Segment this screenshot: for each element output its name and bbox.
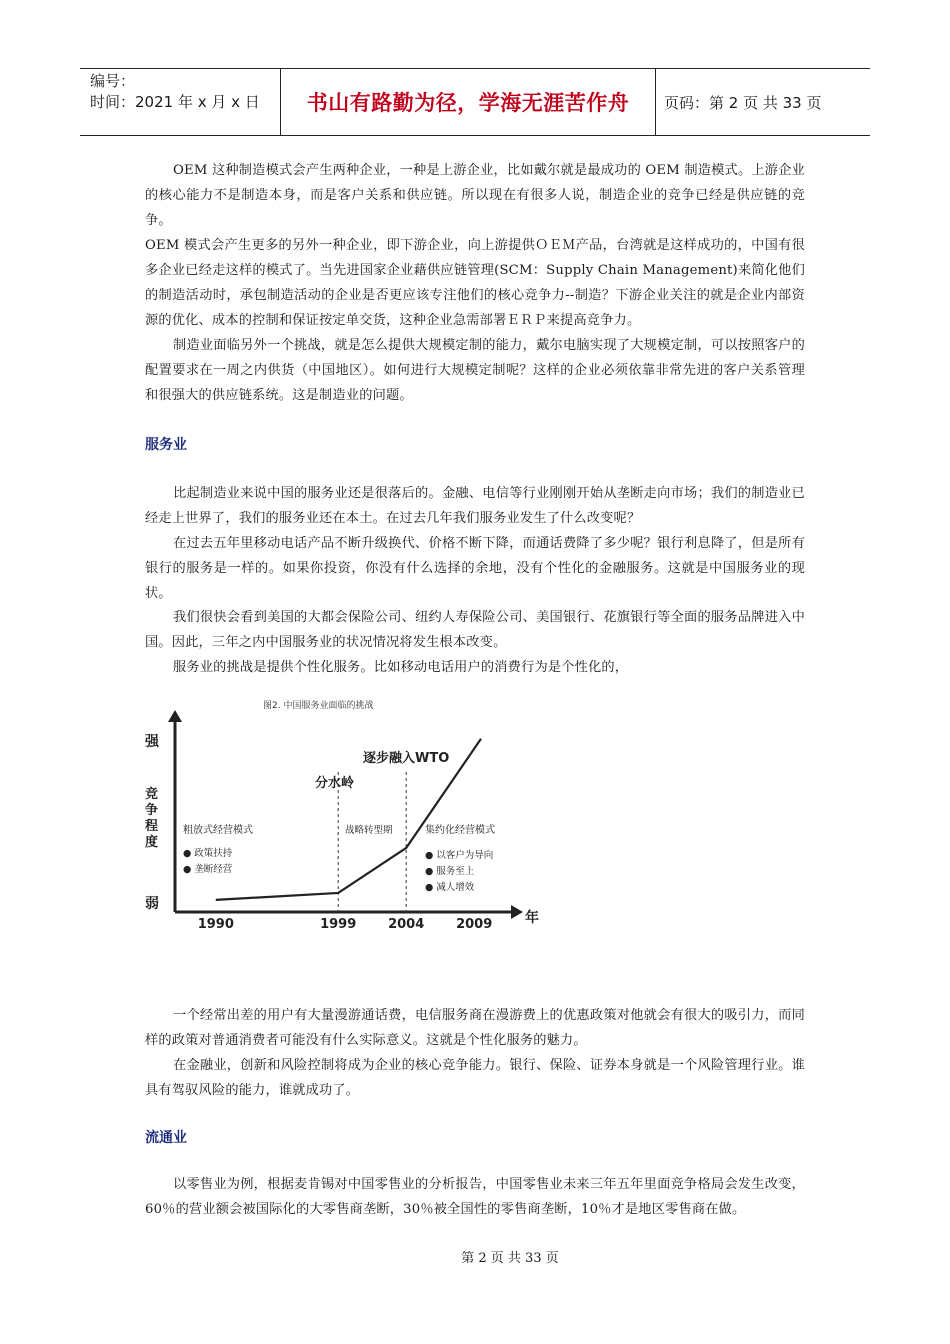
phase2-title: 战略转型期	[345, 825, 393, 836]
paragraph-service-status: 在过去五年里移动电话产品不断升级换代、价格不断下降，而通话费降了多少呢？银行利息降了，但是所有银行的服务是一样的。如果你投资，你没有什么选择的余地，没有个性化的金融服务。这就是中国服务业的现状。	[145, 536, 805, 601]
y-label-char: 度	[145, 835, 159, 850]
chart-title: 图2. 中国服务业面临的挑战	[263, 701, 374, 711]
y-label-competition	[145, 786, 158, 850]
y-label-strong: 强	[145, 734, 159, 750]
x-tick-2009: 2009	[456, 917, 493, 932]
annotation-wto: 逐步融入WTO	[363, 751, 450, 766]
phase3-item-customer: ● 以客户为导向	[425, 850, 494, 861]
page-footer: 第 2 页 共 33 页	[461, 1251, 559, 1266]
paragraph-oem-downstream: OEM 模式会产生更多的另外一种企业，即下游企业，向上游提供ＯＥＭ产品，台湾就是这样成功的，中国有很多企业已经走这样的模式了。当先进国家企业藉供应链管理(SCM：Supply Chain Management)来简化他们的制造活动时，承包制造活动的企业是否更应该专注他们的核心竞争力--制造？下游企业关注的就是企业内部资源的优化、成本的控制和保证按定单交货，这种企业急需部署ＥＲＰ来提高竞争力。	[145, 238, 805, 328]
service-challenge-chart	[135, 690, 575, 935]
y-label-char: 竞	[145, 787, 159, 802]
x-tick-1999: 1999	[320, 917, 357, 932]
header-page-label: 页码：第 2 页 共 33 页	[664, 93, 822, 112]
header-motto: 书山有路勤为径，学海无涯苦作舟	[281, 69, 656, 135]
paragraph-roaming-example: 一个经常出差的用户有大量漫游通话费，电信服务商在漫游费上的优惠政策对他就会有很大的吸引力，而同样的政策对普通消费者可能没有什么实际意义。这就是个性化服务的魅力。	[145, 1008, 805, 1048]
header-meta	[80, 69, 281, 135]
paragraph-oem-upstream: OEM 这种制造模式会产生两种企业，一种是上游企业，比如戴尔就是最成功的 OEM 制造模式。上游企业的核心能力不是制造本身，而是客户关系和供应链。所以现在有很多人说，制造企业的竞争已经是供应链的竞争。	[145, 163, 805, 228]
page-header	[80, 68, 870, 136]
heading-circulation-industry: 流通业	[145, 1130, 187, 1146]
annotation-fenshuiling: 分水岭	[315, 776, 355, 791]
x-axis-arrow	[511, 905, 523, 919]
x-tick-2004: 2004	[388, 917, 425, 932]
phase1-title: 粗放式经营模式	[183, 825, 253, 836]
paragraph-personalization: 服务业的挑战是提供个性化服务。比如移动电话用户的消费行为是个性化的，	[173, 660, 629, 675]
phase3-title: 集约化经营模式	[425, 825, 495, 836]
phase1-item-policy: ● 政策扶持	[183, 848, 233, 859]
paragraph-mass-customization: 制造业面临另外一个挑战，就是怎么提供大规模定制的能力，戴尔电脑实现了大规模定制，可以按照客户的配置要求在一周之内供货（中国地区）。如何进行大规模定制呢？这样的企业必须依靠非常先进的客户关系管理和很强大的供应链系统。这是制造业的问题。	[145, 338, 805, 403]
phase1-item-monopoly: ● 垄断经营	[183, 864, 233, 875]
paragraph-retail-mckinsey: 以零售业为例，根据麦肯锡对中国零售业的分析报告，中国零售业未来三年五年里面竞争格局会发生改变，60％的营业额会被国际化的大零售商垄断，30％被全国性的零售商垄断，10％才是地区零售商在做。	[145, 1177, 805, 1217]
x-tick-labels	[198, 917, 493, 932]
paragraph-service-lagging: 比起制造业来说中国的服务业还是很落后的。金融、电信等行业刚刚开始从垄断走向市场；我们的制造业已经走上世界了，我们的服务业还在本土。在过去几年我们服务业发生了什么改变呢？	[145, 486, 805, 526]
heading-service-industry: 服务业	[145, 437, 187, 453]
phase3-item-service: ● 服务至上	[425, 866, 475, 877]
y-label-char: 争	[145, 803, 159, 818]
paragraph-foreign-brands: 我们很快会看到美国的大都会保险公司、纽约人寿保险公司、美国银行、花旗银行等全面的服务品牌进入中国。因此，三年之内中国服务业的状况情况将发生根本改变。	[145, 610, 805, 650]
x-tick-1990: 1990	[197, 917, 234, 932]
y-label-char: 程	[145, 819, 159, 834]
x-label-year: 年	[525, 910, 539, 926]
serial-label: 编号：	[90, 72, 136, 90]
paragraph-finance-risk: 在金融业，创新和风险控制将成为企业的核心竞争能力。银行、保险、证券本身就是一个风险管理行业。谁具有驾驭风险的能力，谁就成功了。	[145, 1058, 805, 1098]
y-axis-arrow	[168, 710, 182, 722]
y-label-weak: 弱	[145, 896, 159, 912]
phase3-item-efficiency: ● 减人增效	[425, 882, 475, 893]
phase-dividers	[338, 772, 406, 912]
time-label: 时间：2021 年 x 月 x 日	[90, 93, 260, 111]
